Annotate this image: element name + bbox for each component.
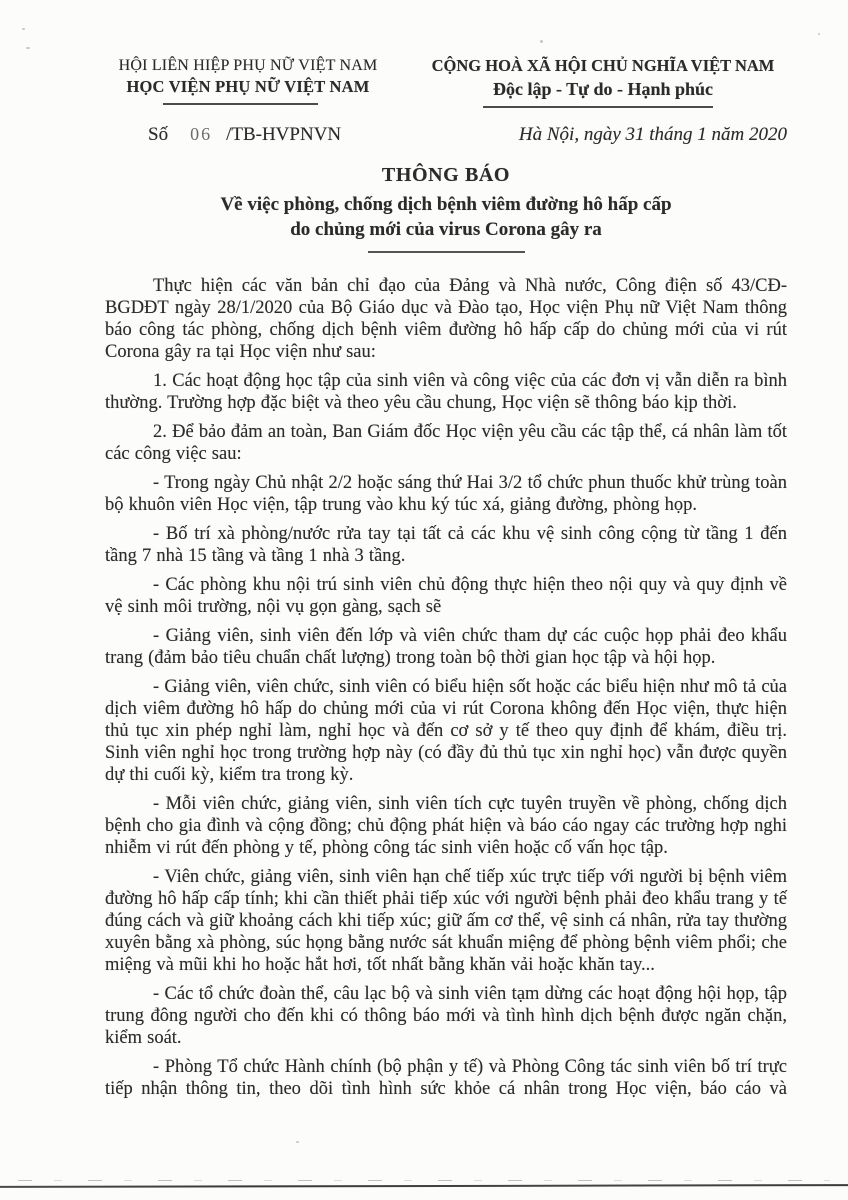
scan-edge-dashes [18, 1180, 830, 1181]
paragraph: - Giảng viên, sinh viên đến lớp và viên chức tham dự các cuộc họp phải đeo khẩu trang (đảm bảo tiêu chuẩn chất lượng) trong toàn bộ thời gian học tập và hội họp. [105, 626, 787, 668]
place-dateline: Hà Nội, ngày 31 tháng 1 năm 2020 [518, 124, 787, 145]
subject-line1: Về việc phòng, chống dịch bệnh viêm đường hô hấp cấp [220, 194, 672, 215]
scan-speck [296, 1141, 299, 1143]
paragraph: - Mỗi viên chức, giảng viên, sinh viên tích cực tuyên truyền về phòng, chống dịch bệnh cho gia đình và cộng đồng; chủ động phát hiện và báo cáo ngay các trường hợp nghi nhiễm vi rút đến phòng y tế, phòng công tác sinh viên hoặc cố vấn học tập. [105, 794, 787, 858]
document-number [148, 124, 341, 146]
paragraph: Thực hiện các văn bản chỉ đạo của Đảng và Nhà nước, Công điện số 43/CĐ-BGDĐT ngày 28/1/2020 của Bộ Giáo dục và Đào tạo, Học viện Phụ nữ Việt Nam thông báo công tác phòng, chống dịch bệnh viêm đường hô hấp cấp do chủng mới của vi rút Corona gây ra tại Học viện như sau: [105, 276, 787, 362]
paragraph: 2. Để bảo đảm an toàn, Ban Giám đốc Học viện yêu cầu các tập thể, cá nhân làm tốt các công việc sau: [105, 422, 787, 464]
document-number-symbol: /TB-HVPNVN [226, 124, 342, 145]
paragraph: 1. Các hoạt động học tập của sinh viên và công việc của các đơn vị vẫn diễn ra bình thường. Trường hợp đặc biệt và theo yêu cầu chung, Học viện sẽ thông báo kịp thời. [105, 371, 787, 413]
national-motto-line2: Độc lập - Tự do - Hạnh phúc [492, 79, 714, 99]
document-title: THÔNG BÁO [381, 164, 511, 186]
national-header-block [419, 55, 787, 108]
issuer-parent-org: HỘI LIÊN HIỆP PHỤ NỮ VIỆT NAM [118, 57, 378, 74]
document-subject [105, 192, 787, 242]
paragraph: - Phòng Tổ chức Hành chính (bộ phận y tế) và Phòng Công tác sinh viên bố trí trực tiếp nhận thông tin, theo dõi tình hình sức khỏe cá nhân trong Học viện, báo cáo và [105, 1057, 787, 1099]
national-divider [483, 106, 713, 108]
issuer-block [105, 55, 391, 108]
paragraph: - Viên chức, giảng viên, sinh viên hạn chế tiếp xúc trực tiếp với người bị bệnh viêm đường hô hấp cấp tính; khi cần thiết phải tiếp xúc với người bệnh phải đeo khẩu trang y tế đúng cách và giữ khoảng cách khi tiếp xúc; giữ ấm cơ thể, vệ sinh cá nhân, rửa tay thường xuyên bằng xà phòng, súc họng bằng nước sát khuẩn miệng để phòng bệnh viêm phổi; che miệng và mũi khi ho hoặc hắt hơi, tốt nhất bằng khăn vải hoặc khăn tay... [105, 867, 787, 975]
paragraph: - Các tổ chức đoàn thể, câu lạc bộ và sinh viên tạm dừng các hoạt động hội họp, tập trung đông người cho đến khi có thông báo mới và tình hình dịch bệnh được ngăn chặn, kiểm soát. [105, 984, 787, 1048]
title-block [105, 164, 787, 253]
subject-line2: do chủng mới của virus Corona gây ra [290, 219, 602, 240]
document-number-handwritten: 06 [190, 124, 213, 144]
document-body [105, 275, 787, 1100]
document-number-label: Số [148, 124, 169, 145]
scan-speck [26, 47, 30, 49]
document-masthead [105, 55, 787, 108]
scan-speck [818, 33, 820, 35]
paragraph: - Bố trí xà phòng/nước rửa tay tại tất cả các khu vệ sinh công cộng từ tầng 1 đến tầng 7 nhà 15 tầng và tầng 1 nhà 3 tầng. [105, 524, 787, 566]
paragraph: - Các phòng khu nội trú sinh viên chủ động thực hiện theo nội quy và quy định về vệ sinh môi trường, nội vụ gọn gàng, sạch sẽ [105, 575, 787, 617]
number-date-row [105, 124, 787, 146]
title-divider [368, 251, 525, 253]
paragraph: - Giảng viên, viên chức, sinh viên có biểu hiện sốt hoặc các biểu hiện như mô tả của dịch viêm đường hô hấp do chủng mới của vi rút Corona không đến Học viện, thực hiện thủ tục xin phép nghỉ làm, nghỉ học và đến cơ sở y tế theo quy định để khám, điều trị. Sinh viên nghỉ học trong trường hợp này (có đầy đủ thủ tục xin nghỉ học) vẫn được quyền dự thi cuối kỳ, kiểm tra trong kỳ. [105, 677, 787, 785]
issuer-org-name: HỌC VIỆN PHỤ NỮ VIỆT NAM [126, 77, 370, 96]
national-motto-line1: CỘNG HOÀ XÃ HỘI CHỦ NGHĨA VIỆT NAM [431, 56, 775, 75]
scan-speck [22, 28, 25, 30]
document-content [105, 0, 787, 1107]
issuer-divider [163, 103, 318, 105]
scan-speck [540, 40, 543, 43]
scan-edge-line [0, 1184, 848, 1188]
paragraph: - Trong ngày Chủ nhật 2/2 hoặc sáng thứ Hai 3/2 tổ chức phun thuốc khử trùng toàn bộ khuôn viên Học viện, tập trung vào khu ký túc xá, giảng đường, phòng họp. [105, 473, 787, 515]
